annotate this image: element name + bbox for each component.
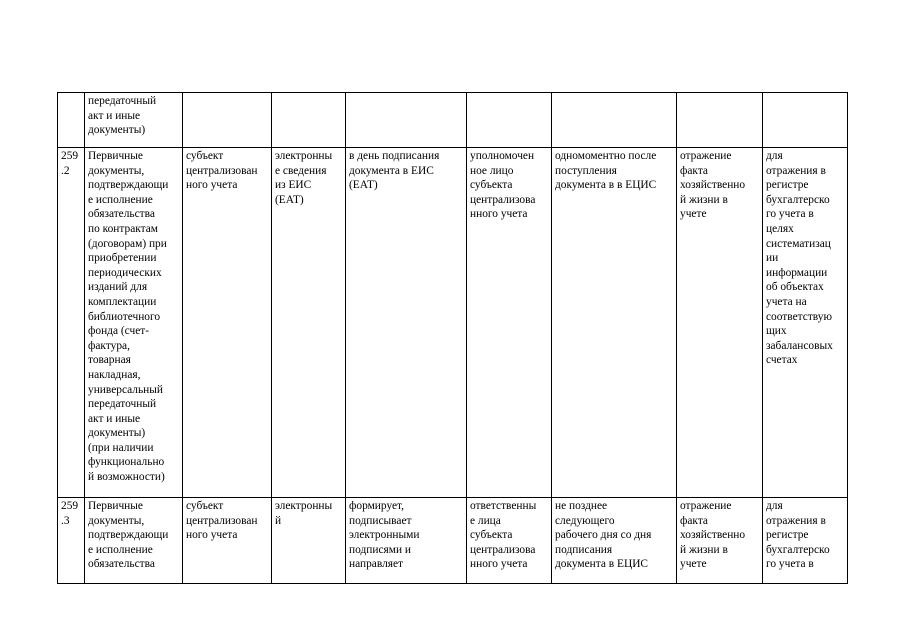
transfer-cell (552, 93, 677, 148)
cell-text-line: централизован (186, 514, 258, 527)
cell-text-line: по контрактам (88, 222, 159, 235)
cell-text-line: субъекта (470, 529, 513, 542)
cell-text-line: документа в ЕЦИС (555, 558, 649, 571)
cell-text-line: приобретении (88, 252, 157, 265)
cell-text-line: из ЕИС (275, 179, 312, 192)
cell-text-line: субъекта (470, 179, 513, 192)
cell-text-line: й жизни в (680, 193, 728, 206)
table-row (58, 148, 848, 498)
cell-text-line: го учета в (766, 208, 814, 221)
cell-text-line: субъект (186, 500, 224, 512)
row-number-cell (58, 498, 85, 584)
cell-text-line: фонда (счет- (88, 325, 150, 338)
document-name-cell (85, 148, 183, 498)
cell-text-line: документы, (88, 164, 145, 177)
cell-text-line: уполномочен (470, 150, 535, 162)
cell-text-line: одномоментно после (555, 150, 657, 162)
cell-text-line: централизова (470, 193, 536, 206)
cell-text-line: забалансовых (766, 339, 833, 352)
cell-text-line: е лица (470, 514, 501, 527)
cell-text-line: Первичные (88, 500, 143, 512)
cell-text-line: следующего (555, 514, 615, 527)
cell-text-line: 259 (61, 500, 79, 512)
row-number-cell (58, 93, 85, 148)
cell-text-line: систематизац (766, 237, 831, 250)
row-number-cell (58, 148, 85, 498)
creator-cell (183, 148, 272, 498)
cell-text-line: регистре (766, 179, 809, 192)
cell-text-line: ное лицо (470, 164, 514, 177)
format-cell (272, 93, 346, 148)
cell-text-line: акт и иные (88, 412, 141, 425)
cell-text-line: электронными (349, 529, 420, 542)
cell-text-line: подтверждающи (88, 529, 169, 542)
table-row (58, 93, 848, 148)
table-row (58, 498, 848, 584)
cell-text-line: учете (680, 558, 707, 571)
cell-text-line: ного учета (186, 529, 238, 542)
cell-text-line: .3 (61, 514, 70, 527)
cell-text-line: учете (680, 208, 707, 221)
cell-text-line: е сведения (275, 164, 327, 177)
cell-text-line: об объектах (766, 281, 824, 294)
accounting-cell (763, 148, 848, 498)
cell-text-line: соответствую (766, 310, 832, 323)
cell-text-line: информации (766, 266, 828, 279)
cell-text-line: библиотечного (88, 310, 161, 323)
cell-text-line: отражение (680, 150, 732, 162)
format-cell (272, 148, 346, 498)
cell-text-line: нного учета (470, 558, 528, 571)
cell-text-line: го учета в (766, 558, 814, 571)
cell-text-line: отражения в (766, 164, 826, 177)
cell-text-line: документы) (88, 124, 146, 137)
cell-text-line: подписывает (349, 514, 412, 527)
document-table (57, 92, 848, 584)
cell-text-line: ответственны (470, 500, 537, 512)
cell-text-line: хозяйственно (680, 179, 746, 192)
cell-text-line: (договорам) при (88, 237, 167, 250)
cell-text-line: ного учета (186, 179, 238, 192)
cell-text-line: (ЕАТ) (349, 179, 378, 192)
accounting-cell (763, 93, 848, 148)
cell-text-line: не позднее (555, 500, 608, 512)
cell-text-line: централизован (186, 164, 258, 177)
cell-text-line: электронны (275, 150, 333, 162)
purpose-cell (677, 498, 763, 584)
cell-text-line: обязательства (88, 208, 155, 221)
accounting-cell (763, 498, 848, 584)
cell-text-line: отражение (680, 500, 732, 512)
cell-text-line: документы) (88, 427, 146, 440)
cell-text-line: функционально (88, 456, 165, 469)
creator-cell (183, 498, 272, 584)
cell-text-line: е исполнение (88, 193, 153, 206)
deadline-cell (346, 498, 467, 584)
cell-text-line: факта (680, 514, 708, 527)
cell-text-line: комплектации (88, 295, 157, 308)
cell-text-line: бухгалтерско (766, 543, 830, 556)
cell-text-line: электронны (275, 500, 333, 512)
cell-text-line: фактура, (88, 339, 130, 352)
cell-text-line: (ЕАТ) (275, 193, 304, 206)
creator-cell (183, 93, 272, 148)
transfer-cell (552, 498, 677, 584)
purpose-cell (677, 148, 763, 498)
cell-text-line: подписания (555, 543, 613, 556)
cell-text-line: поступления (555, 164, 617, 177)
responsible-cell (467, 498, 552, 584)
cell-text-line: е исполнение (88, 543, 153, 556)
cell-text-line: периодических (88, 266, 162, 279)
deadline-cell (346, 93, 467, 148)
cell-text-line: направляет (349, 558, 404, 571)
transfer-cell (552, 148, 677, 498)
cell-text-line: подтверждающи (88, 179, 169, 192)
cell-text-line: .2 (61, 164, 70, 177)
cell-text-line: товарная (88, 354, 131, 367)
document-name-cell (85, 498, 183, 584)
cell-text-line: документы, (88, 514, 145, 527)
cell-text-line: для (766, 150, 783, 162)
cell-text-line: отражения в (766, 514, 826, 527)
cell-text-line: документа в в ЕЦИС (555, 179, 657, 192)
responsible-cell (467, 148, 552, 498)
cell-text-line: бухгалтерско (766, 193, 830, 206)
cell-text-line: в день подписания (349, 150, 440, 162)
cell-text-line: субъект (186, 150, 224, 162)
cell-text-line: универсальный (88, 383, 164, 396)
cell-text-line: (при наличии (88, 441, 154, 454)
cell-text-line: накладная, (88, 368, 141, 381)
deadline-cell (346, 148, 467, 498)
cell-text-line: хозяйственно (680, 529, 746, 542)
cell-text-line: 259 (61, 150, 79, 162)
cell-text-line: обязательства (88, 558, 155, 571)
cell-text-line: акт и иные (88, 109, 141, 122)
cell-text-line: подписями и (349, 543, 411, 556)
cell-text-line: щих (766, 325, 787, 338)
cell-text-line: для (766, 500, 783, 512)
cell-text-line: регистре (766, 529, 809, 542)
cell-text-line: счетах (766, 354, 798, 367)
cell-text-line: Первичные (88, 150, 143, 162)
responsible-cell (467, 93, 552, 148)
cell-text-line: целях (766, 222, 794, 235)
cell-text-line: формирует, (349, 500, 405, 512)
cell-text-line: нного учета (470, 208, 528, 221)
cell-text-line: документа в ЕИС (349, 164, 434, 177)
cell-text-line: й возможности) (88, 471, 165, 484)
cell-text-line: й (275, 514, 282, 527)
format-cell (272, 498, 346, 584)
cell-text-line: й жизни в (680, 543, 728, 556)
cell-text-line: передаточный (88, 95, 157, 107)
cell-text-line: учета на (766, 295, 807, 308)
purpose-cell (677, 93, 763, 148)
document-name-cell (85, 93, 183, 148)
cell-text-line: централизова (470, 543, 536, 556)
cell-text-line: ии (766, 252, 779, 265)
cell-text-line: изданий для (88, 281, 148, 294)
cell-text-line: факта (680, 164, 708, 177)
cell-text-line: передаточный (88, 398, 157, 411)
cell-text-line: рабочего дня со дня (555, 529, 652, 542)
